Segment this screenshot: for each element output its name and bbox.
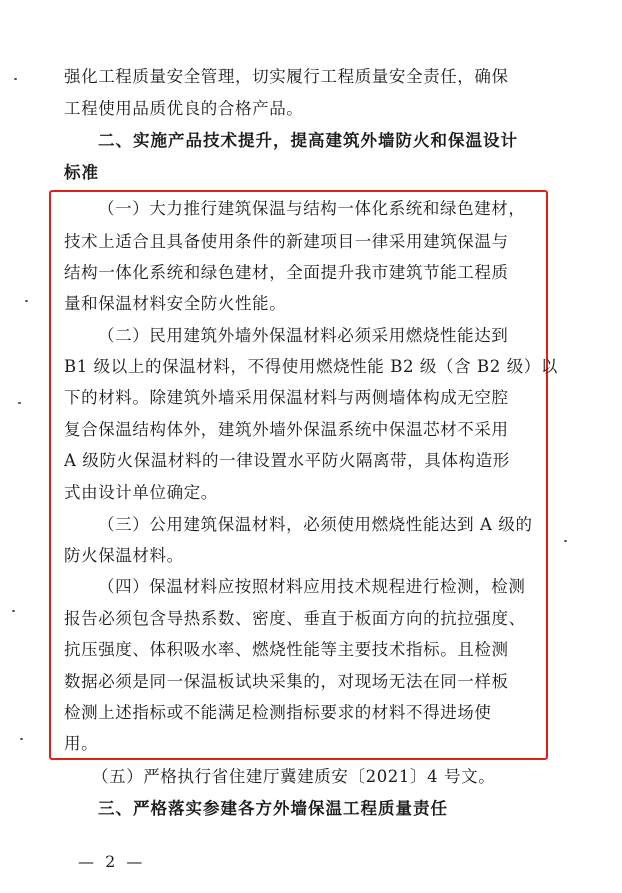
body-line: （五）严格执行省住建厅冀建质安〔2021〕4 号文。	[92, 767, 496, 786]
body-line: 式由设计单位确定。	[64, 483, 218, 502]
section-heading: 三、严格落实参建各方外墙保温工程质量责任	[98, 799, 448, 818]
page-number: — 2 —	[78, 852, 146, 871]
body-line: （四）保温材料应按照材料应用技术规程进行检测，检测	[98, 577, 526, 596]
body-line: 检测上述指标或不能满足检测指标要求的材料不得进场使	[64, 703, 492, 722]
body-line: （三）公用建筑保温材料，必须使用燃烧性能达到 A 级的	[98, 515, 533, 534]
body-line: 结构一体化系统和绿色建材，全面提升我市建筑节能工程质	[64, 263, 509, 282]
body-line: （二）民用建筑外墙外保温材料必须采用燃烧性能达到	[98, 326, 509, 345]
scan-speck	[25, 300, 28, 302]
body-line: 强化工程质量安全管理，切实履行工程质量安全责任，确保	[64, 67, 509, 86]
body-line: B1 级以上的保温材料，不得使用燃烧性能 B2 级（含 B2 级）以	[64, 357, 558, 376]
scan-speck	[12, 610, 15, 612]
scan-speck	[564, 540, 567, 542]
body-line: 抗压强度、体积吸水率、燃烧性能等主要技术指标。且检测	[64, 640, 509, 659]
body-line: 工程使用品质优良的合格产品。	[64, 99, 304, 118]
body-line: 技术上适合且具备使用条件的新建项目一律采用建筑保温与	[64, 232, 509, 251]
body-line: 复合保温结构体外，建筑外墙外保温系统中保温芯材不采用	[64, 420, 509, 439]
body-line: 下的材料。除建筑外墙采用保温材料与两侧墙体构成无空腔	[64, 388, 509, 407]
scan-speck	[18, 402, 21, 404]
body-line: 量和保温材料安全防火性能。	[64, 294, 287, 313]
body-line: A 级防火保温材料的一律设置水平防火隔离带，具体构造形	[64, 451, 510, 470]
body-line: 数据必须是同一保温板试块采集的，对现场无法在同一样板	[64, 672, 509, 691]
section-heading: 标准	[64, 163, 99, 182]
section-heading: 二、实施产品技术提升，提高建筑外墙防火和保温设计	[98, 131, 518, 150]
body-line: 报告必须包含导热系数、密度、垂直于板面方向的抗拉强度、	[64, 609, 526, 628]
body-line: 防火保温材料。	[64, 546, 184, 565]
body-line: （一）大力推行建筑保温与结构一体化系统和绿色建材，	[98, 199, 526, 218]
body-line: 用。	[64, 734, 99, 753]
scan-speck	[20, 738, 23, 740]
scan-speck	[14, 78, 17, 80]
